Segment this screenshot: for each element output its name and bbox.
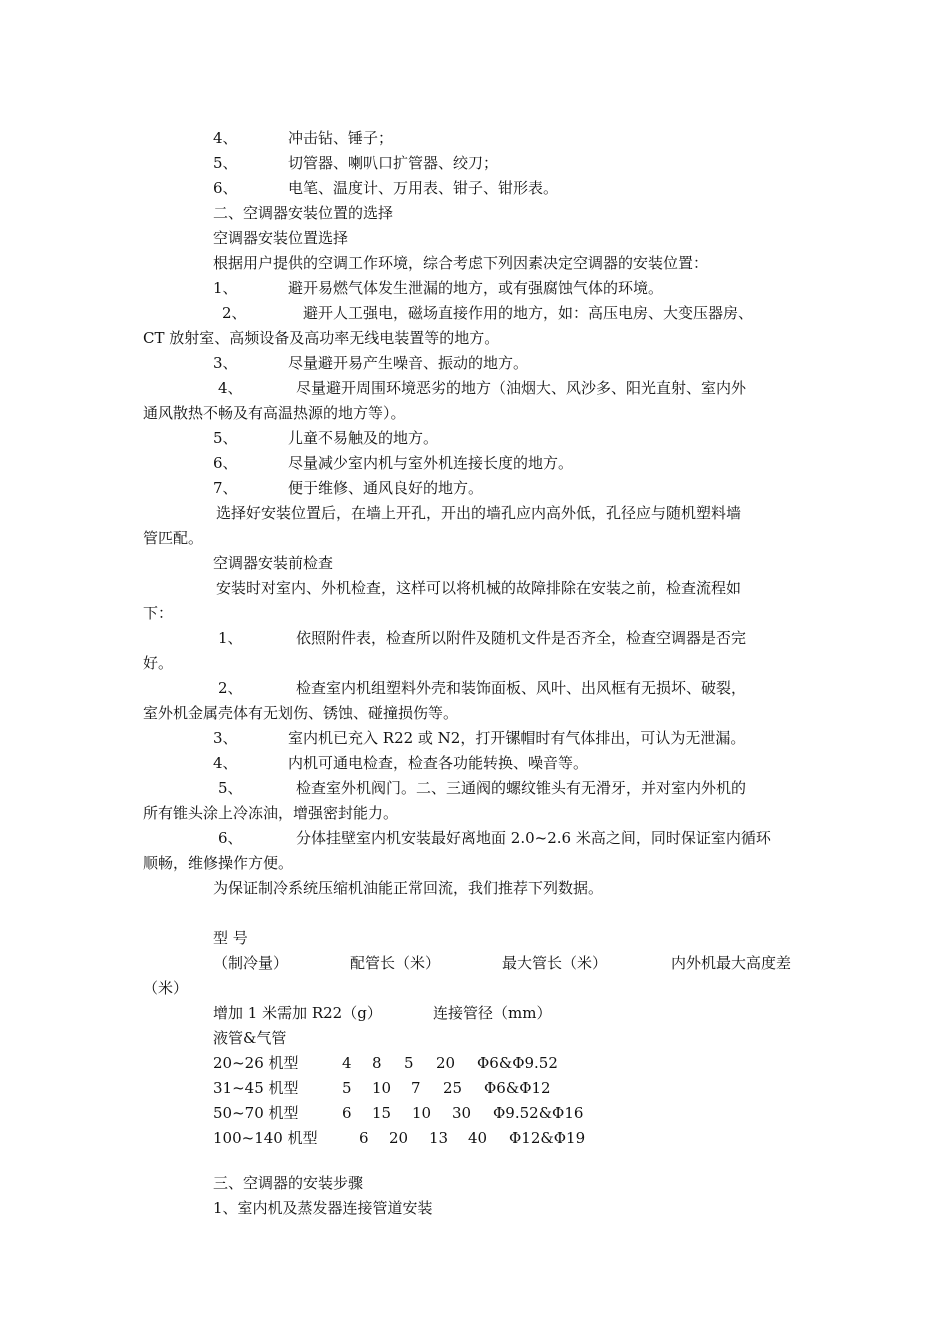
- table-header-diameter: 连接管径（mm）: [433, 1004, 552, 1022]
- table-header-height-unit: （米）: [143, 979, 189, 997]
- section3-heading: 三、空调器的安装步骤: [213, 1174, 364, 1192]
- location-text: 尽量减少室内机与室外机连接长度的地方。: [288, 454, 574, 472]
- table-header-refrigerant: 增加 1 米需加 R22（g）: [213, 1004, 382, 1022]
- check-text: 室内机已充入 R22 或 N2，打开镙帽时有气体排出，可认为无泄漏。: [288, 729, 746, 747]
- table-cell-length: 5: [342, 1079, 352, 1097]
- check-text: 分体挂壁室内机安装最好离地面 2.0~2.6 米高之间，同时保证室内循环: [296, 829, 771, 847]
- table-cell-height: 13: [429, 1129, 449, 1147]
- table-cell-height: 7: [411, 1079, 421, 1097]
- location-num: 1、: [213, 279, 238, 297]
- table-header-capacity: （制冷量）: [213, 954, 289, 972]
- check-text-cont: 好。: [143, 654, 174, 672]
- location-num: 7、: [213, 479, 238, 497]
- recommend-text: 为保证制冷系统压缩机油能正常回流，我们推荐下列数据。: [213, 879, 604, 897]
- check-num: 1、: [218, 629, 243, 647]
- location-num: 3、: [213, 354, 238, 372]
- tool-text: 切管器、喇叭口扩管器、绞刀；: [288, 154, 499, 172]
- check-text: 内机可通电检查，检查各功能转换、噪音等。: [288, 754, 589, 772]
- table-cell-model: 50~70 机型: [213, 1104, 299, 1122]
- precheck-heading: 空调器安装前检查: [213, 554, 334, 572]
- table-cell-add: 20: [436, 1054, 456, 1072]
- check-text-cont: 顺畅，维修操作方便。: [143, 854, 294, 872]
- table-cell-max: 8: [372, 1054, 382, 1072]
- location-text: 避开人工强电，磁场直接作用的地方，如：高压电房、大变压器房、: [303, 304, 754, 322]
- hole-paragraph: 选择好安装位置后，在墙上开孔，开出的墙孔应内高外低，孔径应与随机塑料墙: [216, 504, 742, 522]
- table-header-pipes: 液管&气管: [213, 1029, 287, 1047]
- tool-text: 冲击钻、锤子；: [288, 129, 394, 147]
- check-text: 检查室内机组塑料外壳和装饰面板、风叶、出风框有无损坏、破裂，: [296, 679, 747, 697]
- location-num: 4、: [218, 379, 243, 397]
- precheck-intro-cont: 下：: [143, 604, 174, 622]
- table-cell-diameter: Φ12&Φ19: [509, 1129, 586, 1147]
- location-num: 2、: [222, 304, 247, 322]
- table-cell-add: 25: [443, 1079, 463, 1097]
- section2-heading: 二、空调器安装位置的选择: [213, 204, 394, 222]
- hole-paragraph-cont: 管匹配。: [143, 529, 204, 547]
- check-num: 4、: [213, 754, 238, 772]
- table-cell-max: 15: [372, 1104, 392, 1122]
- table-cell-length: 6: [359, 1129, 369, 1147]
- location-text: 便于维修、通风良好的地方。: [288, 479, 484, 497]
- check-num: 5、: [218, 779, 243, 797]
- section2-intro: 根据用户提供的空调工作环境，综合考虑下列因素决定空调器的安装位置：: [213, 254, 709, 272]
- tool-num: 4、: [213, 129, 238, 147]
- check-text-cont: 所有锥头涂上冷冻油，增强密封能力。: [143, 804, 399, 822]
- table-cell-diameter: Φ9.52&Φ16: [493, 1104, 584, 1122]
- location-text: 避开易燃气体发生泄漏的地方，或有强腐蚀气体的环境。: [288, 279, 664, 297]
- section3-step1: 1、室内机及蒸发器连接管道安装: [213, 1199, 433, 1217]
- tool-text: 电笔、温度计、万用表、钳子、钳形表。: [288, 179, 559, 197]
- table-cell-max: 10: [372, 1079, 392, 1097]
- check-num: 3、: [213, 729, 238, 747]
- table-cell-model: 20~26 机型: [213, 1054, 299, 1072]
- table-cell-model: 100~140 机型: [213, 1129, 318, 1147]
- tool-num: 5、: [213, 154, 238, 172]
- check-num: 2、: [218, 679, 243, 697]
- location-num: 6、: [213, 454, 238, 472]
- location-text: 尽量避开周围环境恶劣的地方（油烟大、风沙多、阳光直射、室内外: [296, 379, 747, 397]
- tool-num: 6、: [213, 179, 238, 197]
- location-text-cont: 通风散热不畅及有高温热源的地方等）。: [143, 404, 406, 422]
- location-text: 尽量避开易产生噪音、振动的地方。: [288, 354, 529, 372]
- table-header-pipe-length: 配管长（米）: [350, 954, 441, 972]
- section2-subheading: 空调器安装位置选择: [213, 229, 349, 247]
- table-cell-length: 4: [342, 1054, 352, 1072]
- table-header-height-diff: 内外机最大高度差: [671, 954, 792, 972]
- table-cell-height: 5: [404, 1054, 414, 1072]
- location-text: 儿童不易触及的地方。: [288, 429, 439, 447]
- check-text: 依照附件表，检查所以附件及随机文件是否齐全，检查空调器是否完: [296, 629, 747, 647]
- table-cell-diameter: Φ6&Φ9.52: [477, 1054, 558, 1072]
- table-cell-max: 20: [389, 1129, 409, 1147]
- table-cell-model: 31~45 机型: [213, 1079, 299, 1097]
- location-text-cont: CT 放射室、高频设备及高功率无线电装置等的地方。: [143, 329, 500, 347]
- table-header-model: 型 号: [213, 929, 248, 947]
- check-num: 6、: [218, 829, 243, 847]
- location-num: 5、: [213, 429, 238, 447]
- check-text: 检查室外机阀门。二、三通阀的螺纹锥头有无滑牙，并对室内外机的: [296, 779, 747, 797]
- table-cell-add: 30: [452, 1104, 472, 1122]
- table-cell-diameter: Φ6&Φ12: [484, 1079, 551, 1097]
- table-header-max-length: 最大管长（米）: [502, 954, 608, 972]
- table-cell-add: 40: [468, 1129, 488, 1147]
- precheck-intro: 安装时对室内、外机检查，这样可以将机械的故障排除在安装之前，检查流程如: [216, 579, 742, 597]
- table-cell-length: 6: [342, 1104, 352, 1122]
- check-text-cont: 室外机金属壳体有无划伤、锈蚀、碰撞损伤等。: [143, 704, 459, 722]
- table-cell-height: 10: [412, 1104, 432, 1122]
